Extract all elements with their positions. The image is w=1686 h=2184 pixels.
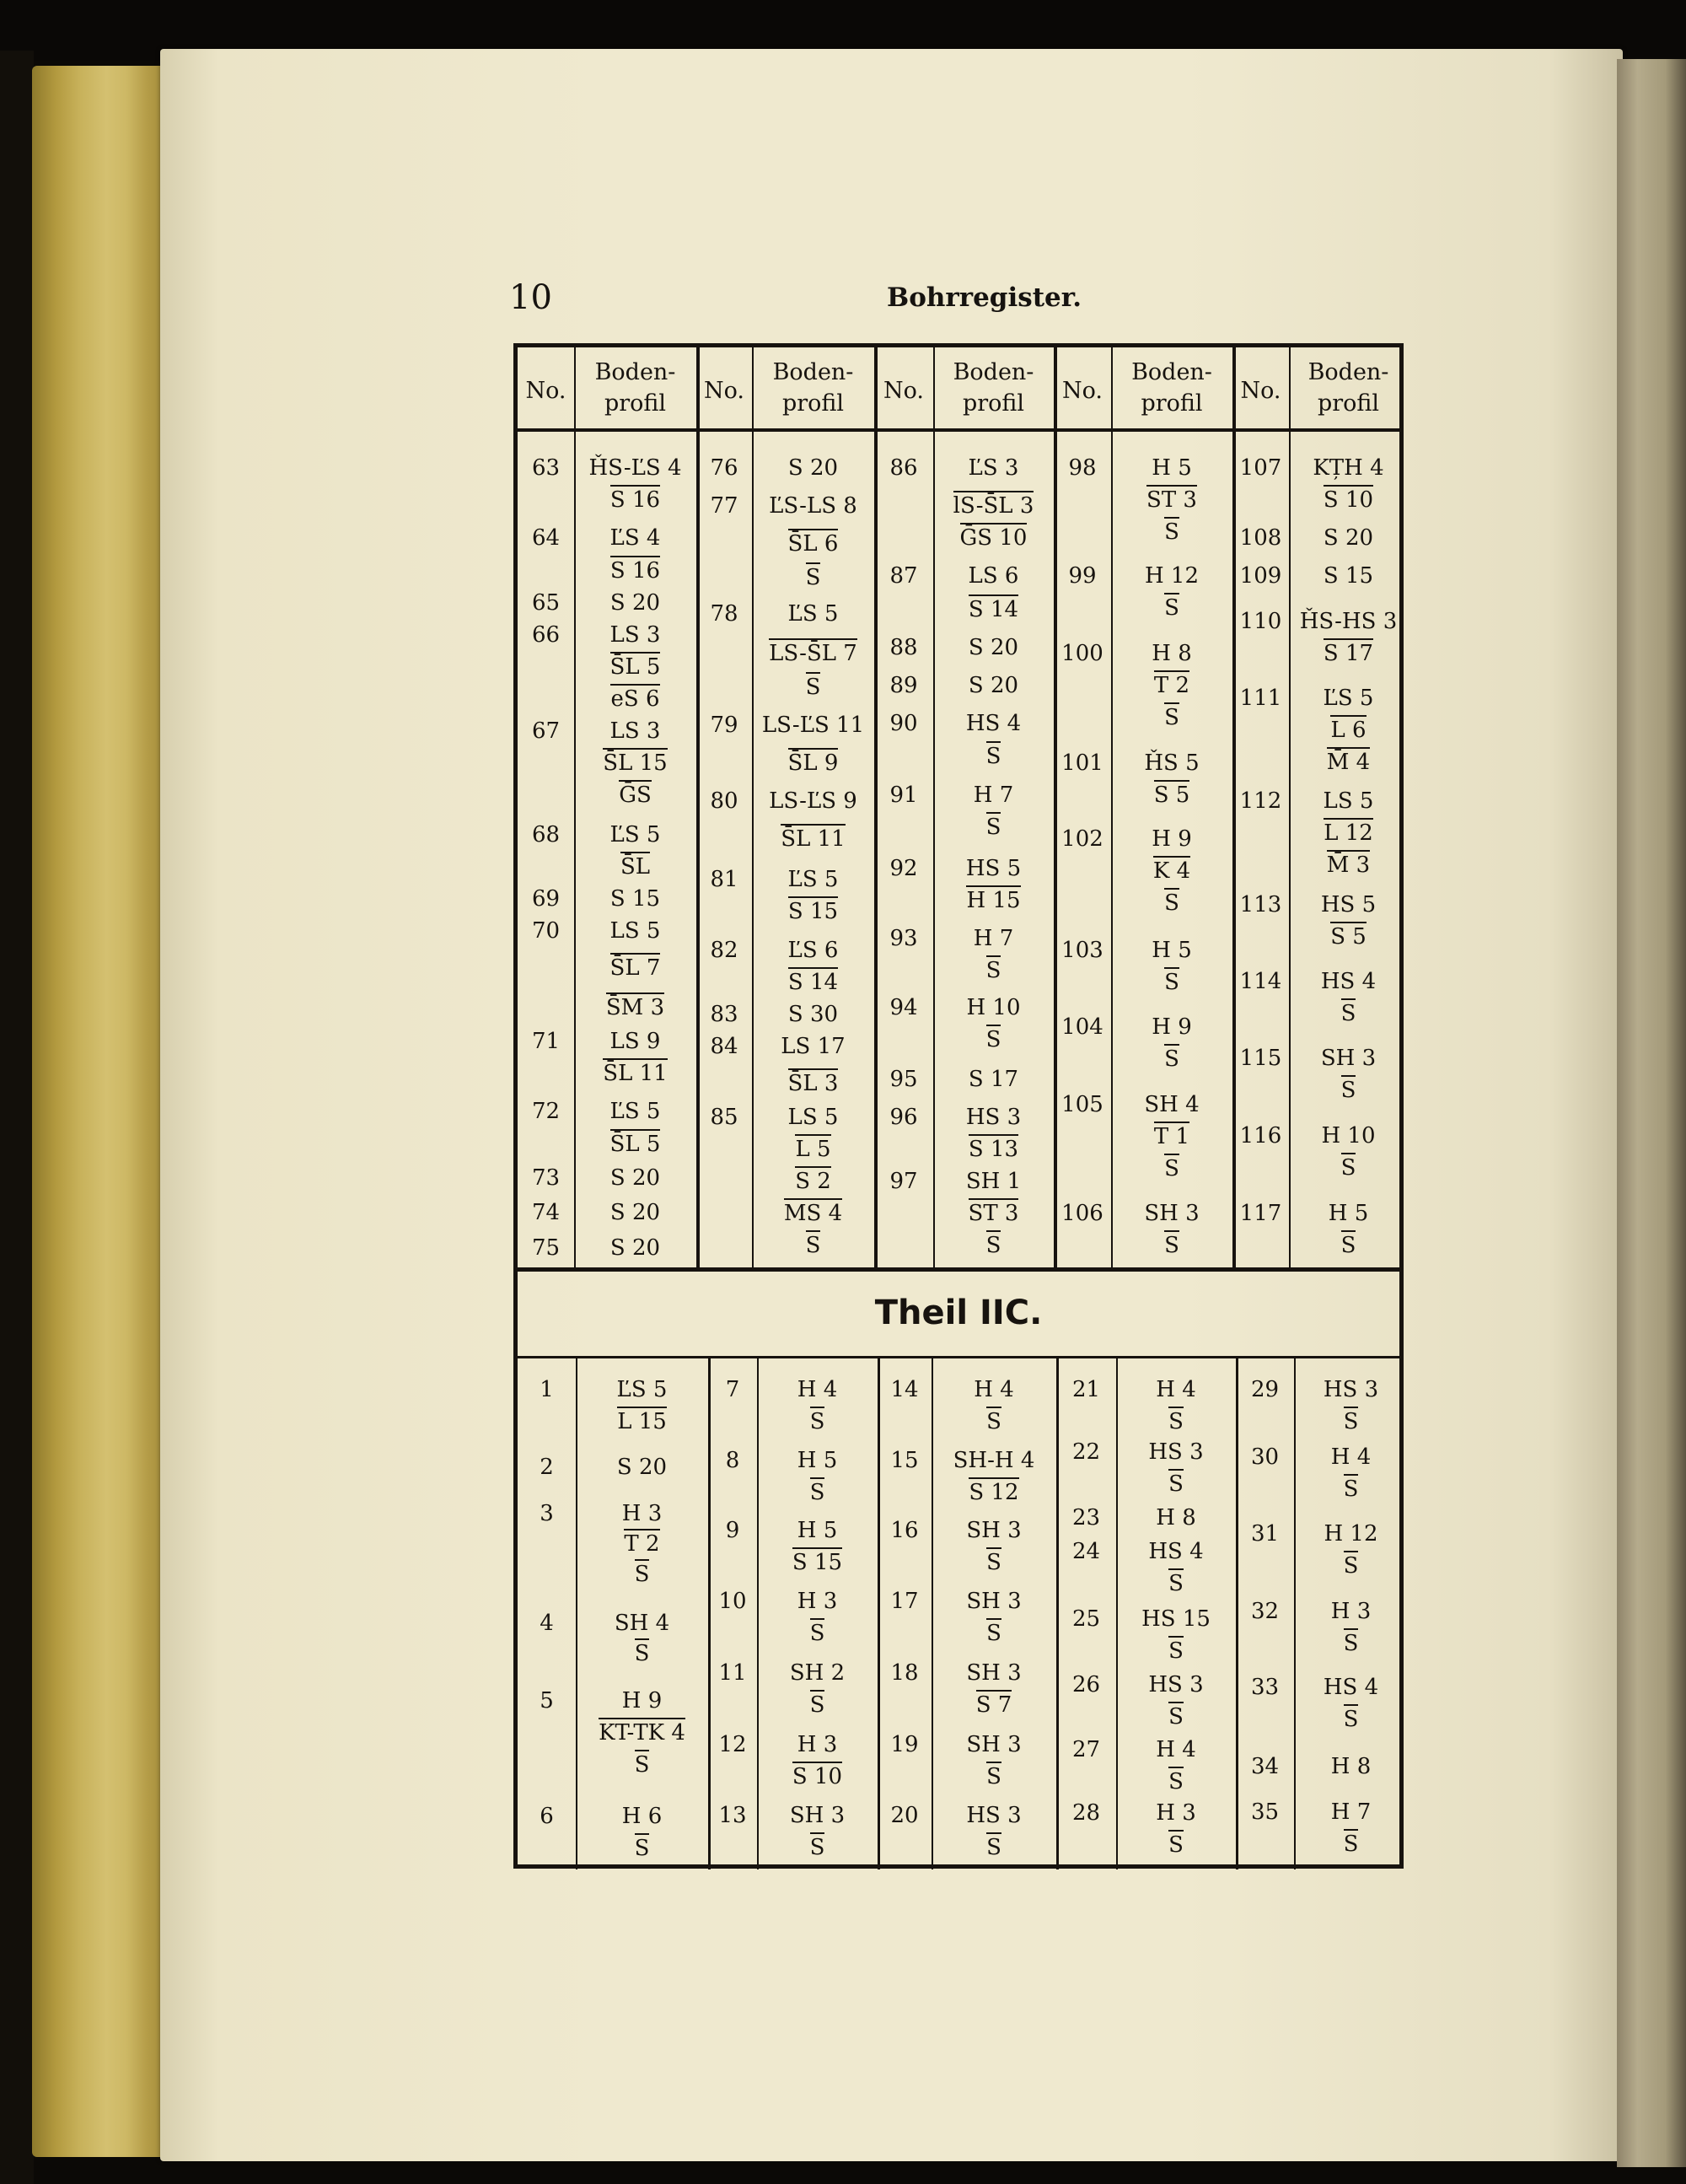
upper-profile-entry: S 20 — [968, 673, 1019, 698]
upper-profile-entry: S — [1289, 1155, 1408, 1181]
lower-row-number: 23 — [1071, 1505, 1101, 1530]
upper-profile-entry: H 5 — [1152, 455, 1192, 481]
lower-profile-entry: H 5 — [797, 1448, 838, 1473]
upper-profile-entry: HS 5 — [965, 856, 1022, 881]
header-bodenprofil: Boden- profil — [772, 359, 854, 417]
lower-profile-entry: SH 3 — [966, 1732, 1022, 1757]
upper-row-number: 115 — [1239, 1046, 1282, 1071]
lower-row-number: 14 — [890, 1377, 919, 1402]
upper-row-number: 91 — [889, 783, 918, 808]
lower-profile-entry: L 15 — [576, 1409, 708, 1434]
upper-profile-entry: ST 3 — [1111, 487, 1232, 513]
lower-row-number: 28 — [1071, 1800, 1101, 1826]
upper-row-number: 104 — [1061, 1014, 1103, 1040]
lower-profile-entry: SH 4 — [614, 1611, 670, 1636]
upper-profile-entry: H 12 — [1144, 563, 1200, 589]
upper-profile-entry: LS-ĽS 11 — [761, 713, 865, 738]
lower-profile-entry: H 3 — [797, 1732, 838, 1757]
lower-profile-entry: KT-TK 4 — [576, 1720, 708, 1746]
upper-profile-entry: HS 4 — [965, 711, 1022, 736]
upper-profile-entry: L 12 — [1289, 820, 1408, 846]
lower-row-number: 27 — [1071, 1737, 1101, 1762]
upper-profile-entry: ST 3 — [933, 1201, 1054, 1226]
upper-profile-entry: S 15 — [752, 899, 874, 924]
lower-row-number: 33 — [1250, 1675, 1280, 1700]
upper-profile-entry: S 20 — [787, 455, 839, 481]
upper-profile-entry: H 5 — [1328, 1201, 1369, 1226]
upper-profile-entry: ĽS 5 — [787, 601, 839, 627]
lower-profile-entry: SH-H 4 — [953, 1448, 1035, 1473]
lower-row-number: 26 — [1071, 1672, 1101, 1697]
upper-profile-entry: S 20 — [609, 1235, 661, 1261]
upper-row-number: 75 — [531, 1235, 561, 1261]
lower-profile-entry: HS 3 — [966, 1803, 1022, 1828]
lower-profile-entry: S — [757, 1409, 878, 1434]
upper-row-number: 95 — [889, 1067, 918, 1092]
upper-profile-entry: S̄M 3 — [574, 995, 696, 1020]
section-title: Theil IIC. — [874, 1294, 1043, 1332]
upper-row-number: 103 — [1061, 938, 1103, 963]
lower-profile-entry: S 15 — [757, 1550, 878, 1575]
bore-register-table — [513, 343, 1404, 1869]
lower-row-number: 18 — [890, 1660, 919, 1686]
upper-profile-entry: S — [752, 1233, 874, 1258]
upper-row-number: 67 — [531, 718, 561, 744]
lower-profile-entry: SH 3 — [966, 1518, 1022, 1543]
upper-row-number: 106 — [1061, 1201, 1103, 1226]
lower-profile-entry: S — [1294, 1631, 1408, 1656]
upper-profile-entry: LS 5 — [787, 1105, 839, 1130]
upper-row-number: 87 — [889, 563, 918, 589]
lower-profile-entry: H 8 — [1330, 1754, 1372, 1779]
upper-profile-entry: S — [752, 675, 874, 700]
upper-row-number: 108 — [1239, 525, 1282, 551]
lower-profile-entry: H 8 — [1156, 1505, 1196, 1530]
upper-row-number: 98 — [1068, 455, 1097, 481]
upper-profile-entry: S 17 — [968, 1067, 1019, 1092]
lower-profile-entry: ĽS 5 — [616, 1377, 668, 1402]
lower-profile-entry: S 7 — [932, 1692, 1056, 1718]
lower-profile-entry: H 3 — [1330, 1599, 1372, 1624]
lower-profile-entry: SH 3 — [966, 1589, 1022, 1614]
upper-profile-entry: S̄L 15 — [574, 750, 696, 776]
header-bodenprofil: Boden- profil — [594, 359, 676, 417]
upper-profile-entry: T 2 — [1111, 673, 1232, 698]
lower-profile-entry: H 4 — [1156, 1737, 1196, 1762]
upper-profile-entry: ȞS-HS 3 — [1299, 609, 1398, 634]
upper-profile-entry: S 14 — [752, 970, 874, 995]
lower-row-number: 15 — [890, 1448, 919, 1473]
upper-profile-entry: S 5 — [1289, 924, 1408, 949]
lower-profile-entry: H 4 — [974, 1377, 1014, 1402]
lower-row-number: 9 — [725, 1518, 740, 1543]
lower-profile-entry: S 12 — [932, 1480, 1056, 1505]
lower-profile-entry: S — [1116, 1704, 1236, 1729]
upper-profile-entry: H 10 — [966, 995, 1021, 1020]
lower-row-number: 24 — [1071, 1539, 1101, 1564]
upper-profile-entry: ḠS 10 — [933, 525, 1054, 551]
upper-profile-entry: S 15 — [1323, 563, 1374, 589]
lower-profile-entry: H 5 — [797, 1518, 838, 1543]
upper-row-number: 105 — [1061, 1092, 1103, 1117]
lower-profile-entry: S — [576, 1836, 708, 1861]
upper-row-number: 76 — [710, 455, 738, 481]
lower-row-number: 21 — [1071, 1377, 1101, 1402]
upper-profile-entry: LS 6 — [968, 563, 1019, 589]
upper-profile-entry: HS 5 — [1320, 892, 1377, 917]
upper-profile-entry: S̄L 11 — [574, 1061, 696, 1086]
lower-profile-entry: H 3 — [797, 1589, 838, 1614]
lower-profile-entry: S — [1294, 1409, 1408, 1434]
lower-profile-entry: S — [932, 1621, 1056, 1646]
upper-profile-entry: S — [1111, 1046, 1232, 1072]
upper-profile-entry: ḠS — [574, 783, 696, 808]
upper-row-number: 112 — [1239, 788, 1282, 814]
upper-profile-entry: S — [933, 958, 1054, 983]
lower-row-number: 34 — [1250, 1754, 1280, 1779]
lower-profile-entry: S 20 — [616, 1455, 668, 1480]
upper-profile-entry: H 9 — [1152, 826, 1192, 852]
upper-profile-entry: H 5 — [1152, 938, 1192, 963]
lower-profile-entry: H 4 — [1156, 1377, 1196, 1402]
lower-row-number: 35 — [1250, 1799, 1280, 1825]
upper-profile-entry: S — [752, 565, 874, 590]
lower-profile-entry: SH 2 — [789, 1660, 846, 1686]
header-no: No. — [1062, 378, 1103, 404]
lower-profile-entry: S — [757, 1835, 878, 1860]
upper-profile-entry: SH 3 — [1320, 1046, 1377, 1071]
upper-row-number: 69 — [531, 886, 561, 912]
lower-row-number: 12 — [718, 1732, 747, 1757]
upper-row-number: 96 — [889, 1105, 918, 1130]
upper-profile-entry: S 14 — [933, 597, 1054, 622]
upper-profile-entry: S 2 — [752, 1169, 874, 1194]
upper-row-number: 83 — [710, 1002, 738, 1027]
lower-profile-entry: S — [576, 1562, 708, 1587]
lower-profile-entry: S — [1294, 1707, 1408, 1732]
lower-profile-entry: SH 3 — [966, 1660, 1022, 1686]
lower-profile-entry: S — [1116, 1638, 1236, 1664]
upper-profile-entry: S 20 — [609, 590, 661, 616]
column-rule — [874, 347, 878, 1269]
scanner-background-left — [0, 51, 34, 2184]
header-no: No. — [704, 378, 744, 404]
upper-profile-entry: lS-S̄L 3 — [933, 493, 1054, 519]
upper-profile-entry: HS 4 — [1320, 969, 1377, 994]
lower-profile-entry: H 4 — [797, 1377, 838, 1402]
upper-profile-entry: LS 9 — [609, 1029, 661, 1054]
upper-profile-entry: ȞS 5 — [1144, 750, 1200, 776]
upper-profile-entry: ĽS 5 — [787, 867, 839, 892]
lower-profile-entry: S — [1116, 1409, 1236, 1434]
upper-row-number: 80 — [710, 788, 738, 814]
column-rule-thin — [933, 347, 935, 1269]
header-bodenprofil: Boden- profil — [953, 359, 1034, 417]
lower-profile-entry: S — [932, 1764, 1056, 1789]
lower-row-number: 6 — [540, 1804, 554, 1829]
upper-profile-entry: S 30 — [787, 1002, 839, 1027]
lower-profile-entry: S — [1294, 1553, 1408, 1579]
lower-profile-entry: H 4 — [1330, 1444, 1372, 1470]
upper-row-number: 94 — [889, 995, 918, 1020]
upper-row-number: 116 — [1239, 1123, 1282, 1148]
upper-profile-entry: eS 6 — [574, 686, 696, 712]
lower-profile-entry: HS 3 — [1148, 1439, 1204, 1465]
section-rule-top — [518, 1267, 1399, 1272]
upper-row-number: 73 — [531, 1165, 561, 1191]
lower-row-number: 5 — [540, 1688, 554, 1713]
lower-profile-entry: S — [932, 1550, 1056, 1575]
lower-row-number: 11 — [718, 1660, 747, 1686]
upper-profile-entry: S̄L 7 — [574, 955, 696, 981]
lower-profile-entry: HS 3 — [1323, 1377, 1379, 1402]
upper-profile-entry: S — [1289, 1233, 1408, 1258]
lower-profile-entry: S — [757, 1692, 878, 1718]
lower-row-number: 13 — [718, 1803, 747, 1828]
upper-profile-entry: S — [1111, 1233, 1232, 1258]
upper-row-number: 100 — [1061, 641, 1103, 666]
upper-profile-entry: SH 3 — [1144, 1201, 1200, 1226]
upper-profile-entry: LS 3 — [609, 718, 661, 744]
upper-row-number: 107 — [1239, 455, 1282, 481]
lower-profile-entry: H 12 — [1324, 1521, 1378, 1547]
upper-profile-entry: L 5 — [752, 1137, 874, 1162]
lower-row-number: 20 — [890, 1803, 919, 1828]
lower-profile-entry: S — [1294, 1477, 1408, 1502]
header-rule — [518, 428, 1399, 432]
lower-row-number: 22 — [1071, 1439, 1101, 1465]
upper-profile-entry: ĽS 6 — [787, 938, 839, 963]
lower-profile-entry: T 2 — [576, 1531, 708, 1557]
upper-row-number: 71 — [531, 1029, 561, 1054]
lower-profile-entry: H 6 — [621, 1804, 663, 1829]
upper-profile-entry: S — [1289, 1001, 1408, 1026]
upper-profile-entry: ȞS-ĽS 4 — [588, 455, 682, 481]
upper-row-number: 99 — [1068, 563, 1097, 589]
upper-row-number: 97 — [889, 1169, 918, 1194]
upper-profile-entry: HS 3 — [965, 1105, 1022, 1130]
lower-profile-entry: S 10 — [757, 1764, 878, 1789]
header-no: No. — [525, 378, 566, 404]
upper-profile-entry: H 10 — [1321, 1123, 1376, 1148]
upper-profile-entry: S 5 — [1111, 783, 1232, 808]
lower-profile-entry: H 7 — [1330, 1799, 1372, 1825]
upper-row-number: 102 — [1061, 826, 1103, 852]
upper-profile-entry: S — [933, 744, 1054, 769]
upper-profile-entry: LS 3 — [609, 622, 661, 648]
lower-profile-entry: SH 3 — [789, 1803, 846, 1828]
upper-row-number: 72 — [531, 1099, 561, 1124]
upper-row-number: 110 — [1239, 609, 1282, 634]
lower-profile-entry: S — [757, 1621, 878, 1646]
book-page-edges — [32, 66, 167, 2157]
upper-row-number: 111 — [1239, 686, 1282, 711]
upper-profile-entry: H 15 — [933, 888, 1054, 913]
lower-profile-entry: H 3 — [1156, 1800, 1196, 1826]
upper-profile-entry: LS 17 — [781, 1034, 846, 1059]
upper-profile-entry: H 8 — [1152, 641, 1192, 666]
section-rule-bottom — [518, 1356, 1399, 1358]
upper-profile-entry: S — [933, 815, 1054, 840]
lower-profile-entry: S — [576, 1641, 708, 1666]
upper-profile-entry: ĽS 5 — [609, 822, 661, 847]
lower-profile-entry: S — [1116, 1832, 1236, 1858]
upper-profile-entry: LS-ĽS 9 — [769, 788, 857, 814]
lower-row-number: 19 — [890, 1732, 919, 1757]
lower-row-number: 3 — [540, 1501, 554, 1526]
lower-row-number: 7 — [725, 1377, 740, 1402]
upper-profile-entry: S̄L 6 — [752, 531, 874, 557]
upper-row-number: 84 — [710, 1034, 738, 1059]
upper-profile-entry: S 16 — [574, 558, 696, 584]
running-head: Bohrregister. — [887, 282, 1082, 313]
lower-row-number: 2 — [540, 1455, 554, 1480]
upper-profile-entry: ĽS 5 — [1323, 686, 1374, 711]
upper-row-number: 117 — [1239, 1201, 1282, 1226]
lower-profile-entry: S — [1294, 1832, 1408, 1857]
upper-profile-entry: S 17 — [1289, 641, 1408, 666]
lower-profile-entry: S — [932, 1409, 1056, 1434]
upper-row-number: 64 — [531, 525, 561, 551]
upper-profile-entry: ĽS 5 — [609, 1099, 661, 1124]
upper-row-number: 79 — [710, 713, 738, 738]
upper-profile-entry: ĽS 3 — [968, 455, 1019, 481]
lower-profile-entry: S — [1116, 1769, 1236, 1794]
upper-profile-entry: S — [1289, 1078, 1408, 1103]
upper-profile-entry: MS 4 — [752, 1201, 874, 1226]
upper-profile-entry: S̄L 9 — [752, 750, 874, 776]
upper-profile-entry: K 4 — [1111, 858, 1232, 884]
upper-profile-entry: S — [1111, 705, 1232, 730]
upper-profile-entry: ĽS-LS 8 — [769, 493, 857, 519]
column-rule — [1054, 347, 1057, 1269]
lower-profile-entry: HS 15 — [1141, 1606, 1211, 1632]
upper-row-number: 81 — [710, 867, 738, 892]
upper-profile-entry: S 13 — [933, 1137, 1054, 1162]
upper-profile-entry: S 15 — [609, 886, 661, 912]
upper-profile-entry: SH 4 — [1144, 1092, 1200, 1117]
page-number: 10 — [509, 278, 552, 317]
upper-profile-entry: S̄L 3 — [752, 1071, 874, 1096]
upper-profile-entry: S 20 — [609, 1200, 661, 1225]
upper-profile-entry: S — [933, 1233, 1054, 1258]
lower-row-number: 10 — [718, 1589, 747, 1614]
lower-profile-entry: S — [1116, 1471, 1236, 1497]
upper-row-number: 63 — [531, 455, 561, 481]
upper-row-number: 88 — [889, 635, 918, 660]
upper-profile-entry: H 9 — [1152, 1014, 1192, 1040]
upper-profile-entry: S — [1111, 1156, 1232, 1181]
upper-profile-entry: LS-S̄L 7 — [752, 641, 874, 666]
upper-profile-entry: M̄ 3 — [1289, 853, 1408, 878]
upper-profile-entry: H 7 — [973, 926, 1014, 951]
lower-profile-entry: S — [576, 1752, 708, 1778]
upper-profile-entry: S 20 — [968, 635, 1019, 660]
upper-row-number: 77 — [710, 493, 738, 519]
lower-profile-entry: HS 4 — [1148, 1539, 1204, 1564]
lower-row-number: 1 — [540, 1377, 554, 1402]
header-no: No. — [1240, 378, 1281, 404]
upper-row-number: 65 — [531, 590, 561, 616]
lower-profile-entry: HS 3 — [1148, 1672, 1204, 1697]
header-no: No. — [883, 378, 924, 404]
upper-profile-entry: S 20 — [1323, 525, 1374, 551]
upper-profile-entry: S — [1111, 890, 1232, 916]
upper-row-number: 92 — [889, 856, 918, 881]
upper-profile-entry: H 7 — [973, 783, 1014, 808]
upper-row-number: 78 — [710, 601, 738, 627]
upper-profile-entry: LS 5 — [1323, 788, 1374, 814]
upper-row-number: 101 — [1061, 750, 1103, 776]
facing-page-edge — [1617, 59, 1686, 2167]
upper-row-number: 93 — [889, 926, 918, 951]
lower-row-number: 32 — [1250, 1599, 1280, 1624]
upper-profile-entry: S — [1111, 970, 1232, 995]
lower-profile-entry: S — [1116, 1571, 1236, 1596]
lower-row-number: 8 — [725, 1448, 740, 1473]
lower-row-number: 30 — [1250, 1444, 1280, 1470]
lower-profile-entry: H 3 — [621, 1501, 663, 1526]
upper-row-number: 113 — [1239, 892, 1282, 917]
upper-profile-entry: M̄ 4 — [1289, 750, 1408, 775]
upper-profile-entry: S — [1111, 519, 1232, 545]
lower-profile-entry: H 9 — [621, 1688, 663, 1713]
lower-row-number: 17 — [890, 1589, 919, 1614]
upper-profile-entry: S — [933, 1027, 1054, 1052]
upper-row-number: 114 — [1239, 969, 1282, 994]
header-bodenprofil: Boden- profil — [1131, 359, 1212, 417]
lower-row-number: 29 — [1250, 1377, 1280, 1402]
upper-row-number: 74 — [531, 1200, 561, 1225]
upper-row-number: 66 — [531, 622, 561, 648]
upper-row-number: 85 — [710, 1105, 738, 1130]
upper-row-number: 90 — [889, 711, 918, 736]
upper-profile-entry: ĽS 4 — [609, 525, 661, 551]
upper-row-number: 109 — [1239, 563, 1282, 589]
upper-profile-entry: S̄L 5 — [574, 1132, 696, 1157]
upper-row-number: 70 — [531, 918, 561, 944]
upper-row-number: 82 — [710, 938, 738, 963]
upper-profile-entry: S — [1111, 595, 1232, 621]
upper-profile-entry: S 16 — [574, 487, 696, 513]
upper-profile-entry: L 6 — [1289, 718, 1408, 743]
header-bodenprofil: Boden- profil — [1307, 359, 1389, 417]
upper-profile-entry: SH 1 — [965, 1169, 1022, 1194]
upper-profile-entry: LS 5 — [609, 918, 661, 944]
lower-row-number: 25 — [1071, 1606, 1101, 1632]
lower-profile-entry: S — [932, 1835, 1056, 1860]
lower-profile-entry: S — [757, 1480, 878, 1505]
upper-row-number: 68 — [531, 822, 561, 847]
lower-row-number: 16 — [890, 1518, 919, 1543]
upper-profile-entry: T 1 — [1111, 1124, 1232, 1149]
upper-profile-entry: S̄L 5 — [574, 654, 696, 680]
upper-profile-entry: S 20 — [609, 1165, 661, 1191]
upper-profile-entry: KȚH 4 — [1313, 455, 1384, 481]
upper-row-number: 89 — [889, 673, 918, 698]
upper-profile-entry: S 10 — [1289, 487, 1408, 513]
lower-row-number: 4 — [540, 1611, 554, 1636]
lower-profile-entry: HS 4 — [1323, 1675, 1379, 1700]
lower-row-number: 31 — [1250, 1521, 1280, 1547]
upper-row-number: 86 — [889, 455, 918, 481]
upper-profile-entry: S̄L — [574, 854, 696, 880]
upper-profile-entry: S̄L 11 — [752, 826, 874, 852]
